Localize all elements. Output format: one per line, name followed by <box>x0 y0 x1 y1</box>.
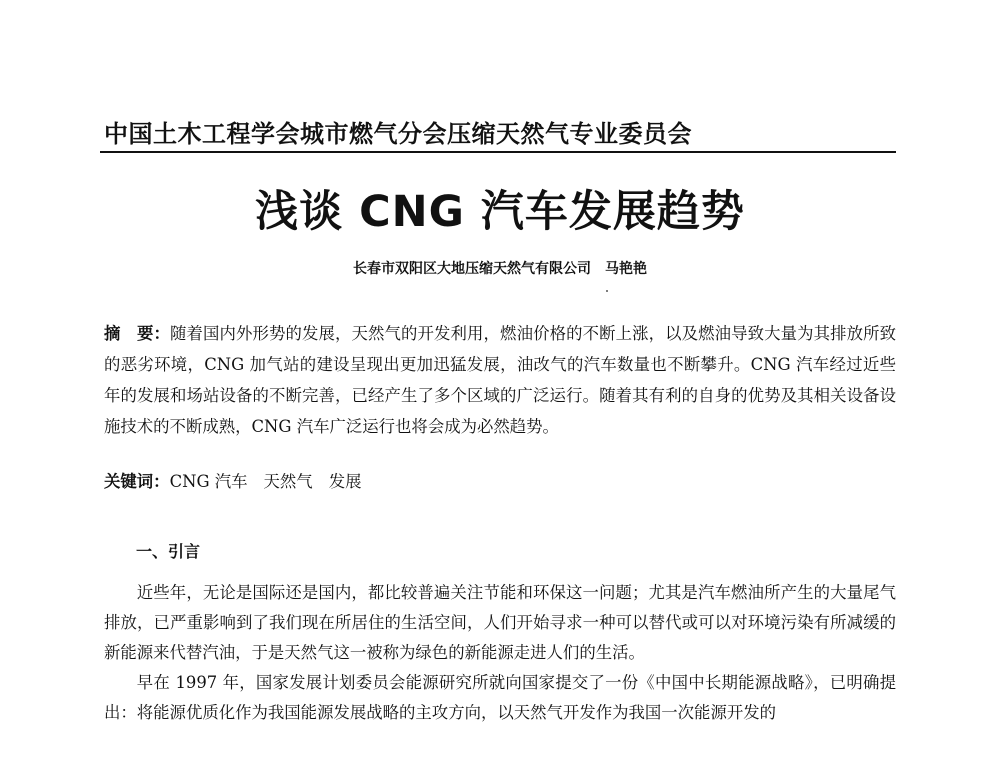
abstract-text: 随着国内外形势的发展，天然气的开发利用，燃油价格的不断上涨，以及燃油导致大量为其排放所致的恶劣环境，CNG 加气站的建设呈现出更加迅猛发展，油改气的汽车数量也不断攀升。CNG 汽车经过近些年的发展和场站设备的不断完善，已经产生了多个区域的广泛运行。随着其有利的自身的优势及其相关设备设施技术的不断成熟，CNG 汽车广泛运行也将会成为必然趋势。 <box>104 324 897 436</box>
article-title: 浅谈 CNG 汽车发展趋势 <box>255 187 745 237</box>
header-organization: 中国土木工程学会城市燃气分会压缩天然气专业委员会 <box>104 120 692 148</box>
paragraph: 早在 1997 年，国家发展计划委员会能源研究所就向国家提交了一份《中国中长期能源战略》，已明确提出：将能源优质化作为我国能源发展战略的主攻方向，以天然气开发作为我国一次能源开发的 <box>104 673 896 722</box>
header-rule <box>100 151 896 153</box>
scan-speck <box>606 290 608 292</box>
abstract <box>104 318 896 442</box>
keyword: 发展 <box>328 472 362 491</box>
section-heading-introduction: 一、引言 <box>136 542 201 561</box>
keywords <box>104 466 896 497</box>
author-affiliation: 长春市双阳区大地压缩天然气有限公司 <box>353 261 591 277</box>
paragraph: 近些年，无论是国际还是国内，都比较普遍关注节能和环保这一问题；尤其是汽车燃油所产生的大量尾气排放，已严重影响到了我们现在所居住的生活空间，人们开始寻求一种可以替代或可以对环境污染有所减缓的新能源来代替汽油，于是天然气这一被称为绿色的新能源走进人们的生活。 <box>104 583 896 662</box>
byline <box>0 258 1000 278</box>
keyword: 天然气 <box>263 472 313 491</box>
author-name: 马艳艳 <box>605 261 647 277</box>
abstract-label: 摘 要： <box>104 324 171 343</box>
section-body <box>104 578 896 728</box>
keyword: CNG 汽车 <box>169 472 248 491</box>
keywords-label: 关键词： <box>104 472 170 491</box>
